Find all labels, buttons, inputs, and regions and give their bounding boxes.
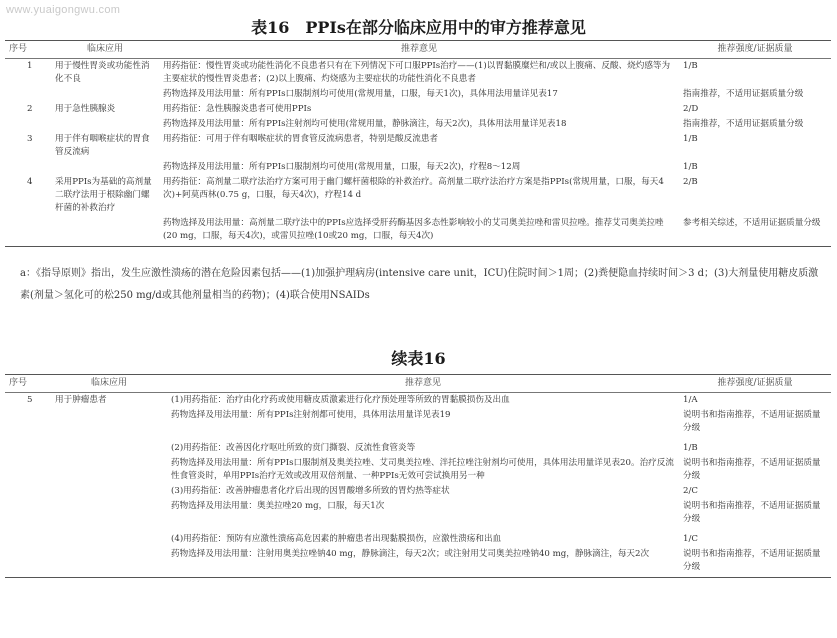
row-number: [5, 160, 51, 175]
header-num: 序号: [5, 375, 51, 393]
recommendation: 药物选择及用法用量：所有PPIs注射剂均可使用(常规用量，静脉滴注，每天2次)，具体用法用量详见表18: [163, 119, 567, 129]
table-row: [5, 117, 831, 132]
table2: [5, 374, 831, 578]
grade-evidence: 说明书和指南推荐，不适用证据质量分级: [683, 501, 821, 524]
table-row: [5, 436, 831, 456]
row-number: [5, 499, 51, 527]
clinical-application: 用于伴有咽喉症状的胃食管反流病: [55, 134, 150, 157]
grade-evidence: 1/B: [683, 443, 698, 453]
row-number: [5, 484, 51, 499]
clinical-application: [51, 436, 167, 456]
header-application: 临床应用: [51, 41, 159, 59]
recommendation: (4)用药指征：预防有应激性溃疡高危因素的肿瘤患者出现黏膜损伤，应激性溃疡和出血: [171, 534, 502, 544]
clinical-application: [51, 408, 167, 436]
header-application: 临床应用: [51, 375, 167, 393]
grade-evidence: 2/C: [683, 486, 698, 496]
recommendation: 药物选择及用法用量：所有PPIs注射剂都可使用，具体用法用量详见表19: [171, 410, 451, 420]
table-row: [5, 393, 831, 409]
grade-evidence: 1/A: [683, 395, 698, 405]
recommendation: (2)用药指征：改善因化疗呕吐所致的贲门撕裂、反流性食管炎等: [171, 443, 416, 453]
row-number: [5, 117, 51, 132]
table-row: [5, 87, 831, 102]
grade-evidence: 指南推荐，不适用证据质量分级: [683, 89, 804, 99]
clinical-application: [51, 527, 167, 547]
row-number: [5, 436, 51, 456]
clinical-application: [51, 160, 159, 175]
recommendation: (1)用药指征：治疗由化疗药或使用糖皮质激素进行化疗预处理等所致的胃黏膜损伤及出血: [171, 395, 510, 405]
clinical-application: [51, 484, 167, 499]
recommendation: 药物选择及用法用量：所有PPIs口服制剂及奥美拉唑、艾司奥美拉唑、泮托拉唑注射剂均可使用，具体用法用量详见表20。治疗反流性食管炎时，单用PPIs治疗无效或改用双倍剂量、一种PPIs无效可尝试换用另一种: [171, 458, 674, 481]
clinical-application: [51, 547, 167, 578]
table-row: [5, 132, 831, 160]
row-number: 4: [27, 177, 33, 187]
table-row: [5, 160, 831, 175]
table-row: [5, 59, 831, 88]
table-row: [5, 499, 831, 527]
grade-evidence: 2/D: [683, 104, 699, 114]
row-number: 3: [27, 134, 33, 144]
grade-evidence: 1/B: [683, 61, 698, 71]
table1-title: 表16 PPIs在部分临床应用中的审方推荐意见: [251, 18, 586, 37]
header-recommendation: 推荐意见: [167, 375, 679, 393]
row-number: [5, 547, 51, 578]
table-row: [5, 175, 831, 216]
clinical-application: [51, 456, 167, 484]
clinical-application: 用于急性胰腺炎: [55, 104, 116, 114]
grade-evidence: 参考相关综述，不适用证据质量分级: [679, 216, 831, 247]
table1: [5, 40, 831, 247]
recommendation: 用药指征：可用于伴有咽喉症状的胃食管反流病患者，特别是酸反流患者: [163, 134, 439, 144]
grade-evidence: 说明书和指南推荐，不适用证据质量分级: [679, 547, 831, 578]
clinical-application: [51, 216, 159, 247]
grade-evidence: 2/B: [683, 177, 698, 187]
table-row: [5, 527, 831, 547]
recommendation: 用药指征：高剂量二联疗法治疗方案可用于幽门螺杆菌根除的补救治疗。高剂量二联疗法治疗方案是指PPIs(常规用量，口服，每天4次)+阿莫西林(0.75 g，口服，每天4次)，疗程14 d: [163, 177, 664, 200]
table-row: [5, 547, 831, 578]
table-row: [5, 408, 831, 436]
grade-evidence: 指南推荐，不适用证据质量分级: [683, 119, 804, 129]
recommendation: 药物选择及用法用量：注射用奥美拉唑钠40 mg，静脉滴注，每天2次；或注射用艾司奥美拉唑钠40 mg，静脉滴注，每天2次: [167, 547, 679, 578]
recommendation: 药物选择及用法用量：高剂量二联疗法中的PPIs应选择受肝药酶基因多态性影响较小的艾司奥美拉唑和雷贝拉唑。推荐艾司奥美拉唑(20 mg，口服，每天4次)，或雷贝拉唑(10或20 mg，口服，每天4次): [159, 216, 679, 247]
table2-header-row: [5, 375, 831, 393]
recommendation: 药物选择及用法用量：所有PPIs口服制剂均可使用(常规用量，口服，每天1次)，具体用法用量详见表17: [163, 89, 558, 99]
header-num: 序号: [5, 41, 51, 59]
table1-header-row: [5, 41, 831, 59]
grade-evidence: 1/C: [683, 534, 698, 544]
clinical-application: 用于慢性胃炎或功能性消化不良: [55, 61, 150, 84]
grade-evidence: 说明书和指南推荐，不适用证据质量分级: [683, 458, 821, 481]
recommendation: (3)用药指征：改善肿瘤患者化疗后出现的因胃酸增多所致的胃灼热等症状: [171, 486, 450, 496]
grade-evidence: 说明书和指南推荐，不适用证据质量分级: [683, 410, 821, 433]
row-number: 5: [27, 395, 33, 405]
row-number: 1: [27, 61, 33, 71]
header-recommendation: 推荐意见: [159, 41, 679, 59]
clinical-application: [51, 87, 159, 102]
row-number: 2: [27, 104, 33, 114]
table-row: [5, 102, 831, 117]
clinical-application: [51, 499, 167, 527]
clinical-application: 用于肿瘤患者: [55, 395, 107, 405]
watermark: www.yuaigongwu.com: [6, 4, 121, 16]
footnote: a：《指导原则》指出，发生应激性溃疡的潜在危险因素包括——(1)加强护理病房(intensive care unit，ICU)住院时间＞1周；(2)粪便隐血持续时间＞3 d；(3)大剂量使用糖皮质激素(剂量＞氢化可的松250 mg/d或其他剂量相当的药物)；(4)联合使用NSAIDs: [20, 268, 819, 301]
recommendation: 药物选择及用法用量：所有PPIs口服制剂均可使用(常规用量，口服，每天2次)，疗程8～12周: [163, 162, 521, 172]
table-row: [5, 456, 831, 484]
recommendation: 药物选择及用法用量：奥美拉唑20 mg，口服，每天1次: [171, 501, 385, 511]
recommendation: 用药指征：急性胰腺炎患者可使用PPIs: [163, 104, 312, 114]
row-number: [5, 408, 51, 436]
table2-title: 续表16: [391, 349, 446, 368]
grade-evidence: 1/B: [683, 162, 698, 172]
row-number: [5, 87, 51, 102]
recommendation: 用药指征：慢性胃炎或功能性消化不良患者只有在下列情况下可口服PPIs治疗——(1)以胃黏膜糜烂和/或以上腹痛、反酸、烧灼感等为主要症状的慢性胃炎患者；(2)以上腹痛、灼烧感为主要症状的功能性消化不良患者: [163, 61, 671, 84]
clinical-application: [51, 117, 159, 132]
table-row: [5, 484, 831, 499]
row-number: [5, 456, 51, 484]
header-grade: 推荐强度/证据质量: [679, 375, 831, 393]
clinical-application: 采用PPIs为基础的高剂量二联疗法用于根除幽门螺杆菌的补救治疗: [55, 177, 152, 213]
table-row: [5, 216, 831, 247]
grade-evidence: 1/B: [683, 134, 698, 144]
row-number: [5, 527, 51, 547]
header-grade: 推荐强度/证据质量: [679, 41, 831, 59]
row-number: [5, 216, 51, 247]
